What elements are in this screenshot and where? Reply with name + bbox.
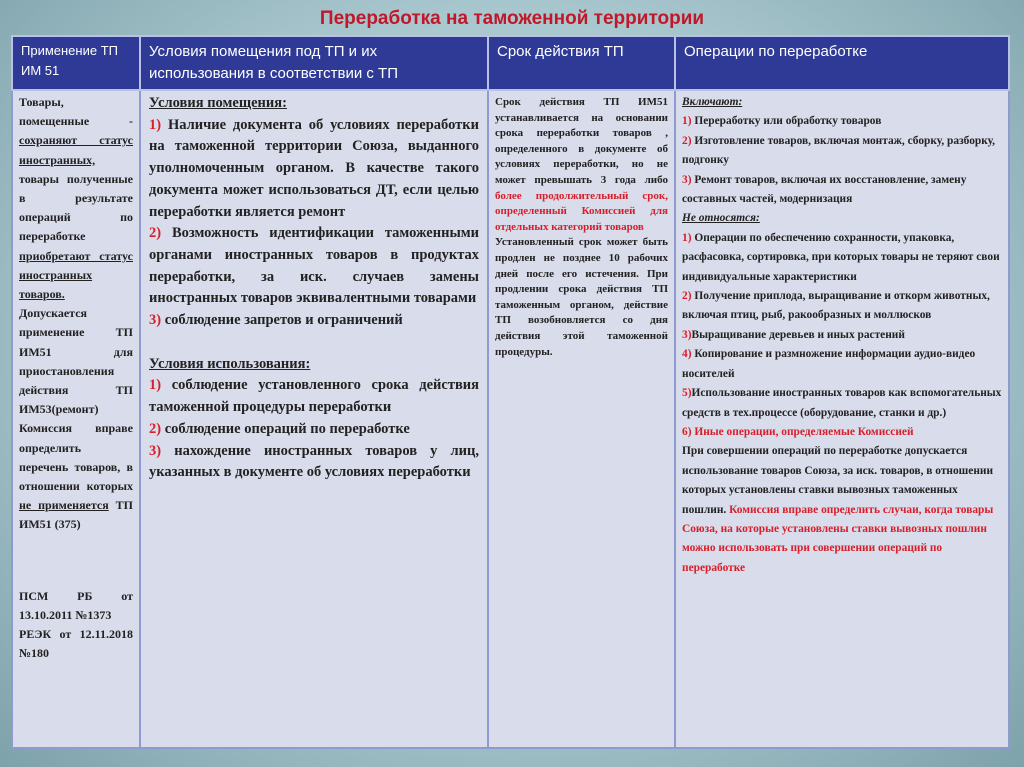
subheading-usage: Условия использования: (149, 355, 311, 372)
text-underlined: приобретают статус иностранных товаров. (19, 248, 133, 302)
operation-item: 2) Изготовление товаров, включая монтаж, сборку, разборку, подгонку (682, 134, 996, 167)
condition-item: 1) Наличие документа об условиях переработки на таможенной территории Союза, выданного уполномоченным органом. В качестве такого документа может использоваться ДТ, если целью переработки является ремонт (149, 116, 479, 220)
text: Установленный срок может быть продлен не позднее 10 рабочих дней после его истечения. При продлении срока действия ТП таможенным органом, действие ТП возобновляется со дня действия этой таможенной процедуры. (495, 236, 668, 358)
text-underlined: не применяется (19, 498, 109, 513)
subheading-exclude: Не относятся: (682, 212, 760, 225)
operation-item: 1) Операции по обеспечению сохранности, упаковка, расфасовка, сортировка, при которых товары не теряют свои индивидуальные характеристики (682, 231, 1000, 283)
page-title: Переработка на таможенной территории (319, 8, 705, 29)
text-underlined: сохраняют статус иностранных, (19, 133, 133, 167)
text: ТП ИМ51 (375) (19, 498, 133, 532)
cell-conditions (140, 90, 488, 748)
text: Срок действия ТП ИМ51 устанавливается на основании срока переработки товаров , определенного в документе об условиях переработки, но не может превышать 3 года либо (495, 96, 668, 186)
operation-item: 5)Использование иностранных товаров как вспомогательных средств в тех.процессе (оборудование, станки и др.) (682, 387, 1002, 419)
subheading-placement: Условия помещения: (149, 95, 287, 111)
operation-item: 1) Переработку или обработку товаров (682, 115, 882, 128)
condition-item: 3) соблюдение запретов и ограничений (149, 312, 403, 329)
condition-item: 2) соблюдение операций по переработке (149, 420, 410, 437)
text-red: Комиссия вправе определить случаи, когда товары Союза, на которые установлены ставки вывозных пошлин можно использовать при совершении операций по переработке (682, 503, 994, 574)
subheading-include: Включают: (682, 96, 743, 108)
reference-reek: РЕЭК от 12.11.2018 №180 (19, 627, 133, 661)
cell-operations (675, 90, 1009, 748)
condition-item: 1) соблюдение установленного срока действия таможенной процедуры переработки (149, 377, 479, 416)
text: Комиссия вправе определить перечень товаров, в отношении которых (19, 421, 133, 494)
cell-term (488, 90, 675, 748)
operation-item: 3)Выращивание деревьев и иных растений (682, 328, 905, 341)
text: товары полученные в результате операций по переработке (19, 171, 133, 244)
condition-item: 2) Возможность идентификации таможенными органами иностранных товаров в продуктах переработки, за иск. случаев замены иностранных товаров эквивалентными товарами (149, 225, 480, 307)
text: Товары, помещенные - (19, 95, 133, 129)
cell-application (12, 90, 140, 748)
operation-item: 3) Ремонт товаров, включая их восстановление, замену составных частей, модернизация (682, 173, 967, 206)
operation-item-red: 6) Иные операции, определяемые Комиссией (682, 425, 914, 438)
content-row (12, 90, 1009, 748)
header-row (12, 36, 1009, 90)
text: Допускается применение ТП ИМ51 для приостановления действия ТП ИМ53(ремонт) (19, 306, 133, 417)
header-col-term: Срок действия ТП (488, 36, 675, 90)
header-col-conditions: Условия помещения под ТП и их использования в соответствии с ТП (140, 36, 488, 90)
procedure-table (11, 35, 1010, 749)
operation-item: 4) Копирование и размножение информации аудио-видео носителей (682, 348, 976, 380)
reference-psm: ПСМ РБ от 13.10.2011 №1373 (19, 588, 133, 622)
header-col-operations: Операции по переработке (675, 36, 1009, 90)
condition-item: 3) нахождение иностранных товаров у лиц, указанных в документе об условиях переработки (149, 442, 479, 481)
operation-item: 2) Получение приплода, выращивание и откорм животных, включая птиц, рыб, ракообразных и моллюсков (682, 290, 990, 322)
header-col-application: Применение ТП ИМ 51 (12, 36, 140, 90)
text-red: более продолжительный срок, определенный Комиссией для отдельных категорий товаров (495, 189, 668, 233)
text: При совершении операций по переработке допускается использование товаров Союза, за иск. товаров, в отношении которых установлены ставки вывозных таможенных пошлин. (682, 445, 994, 516)
